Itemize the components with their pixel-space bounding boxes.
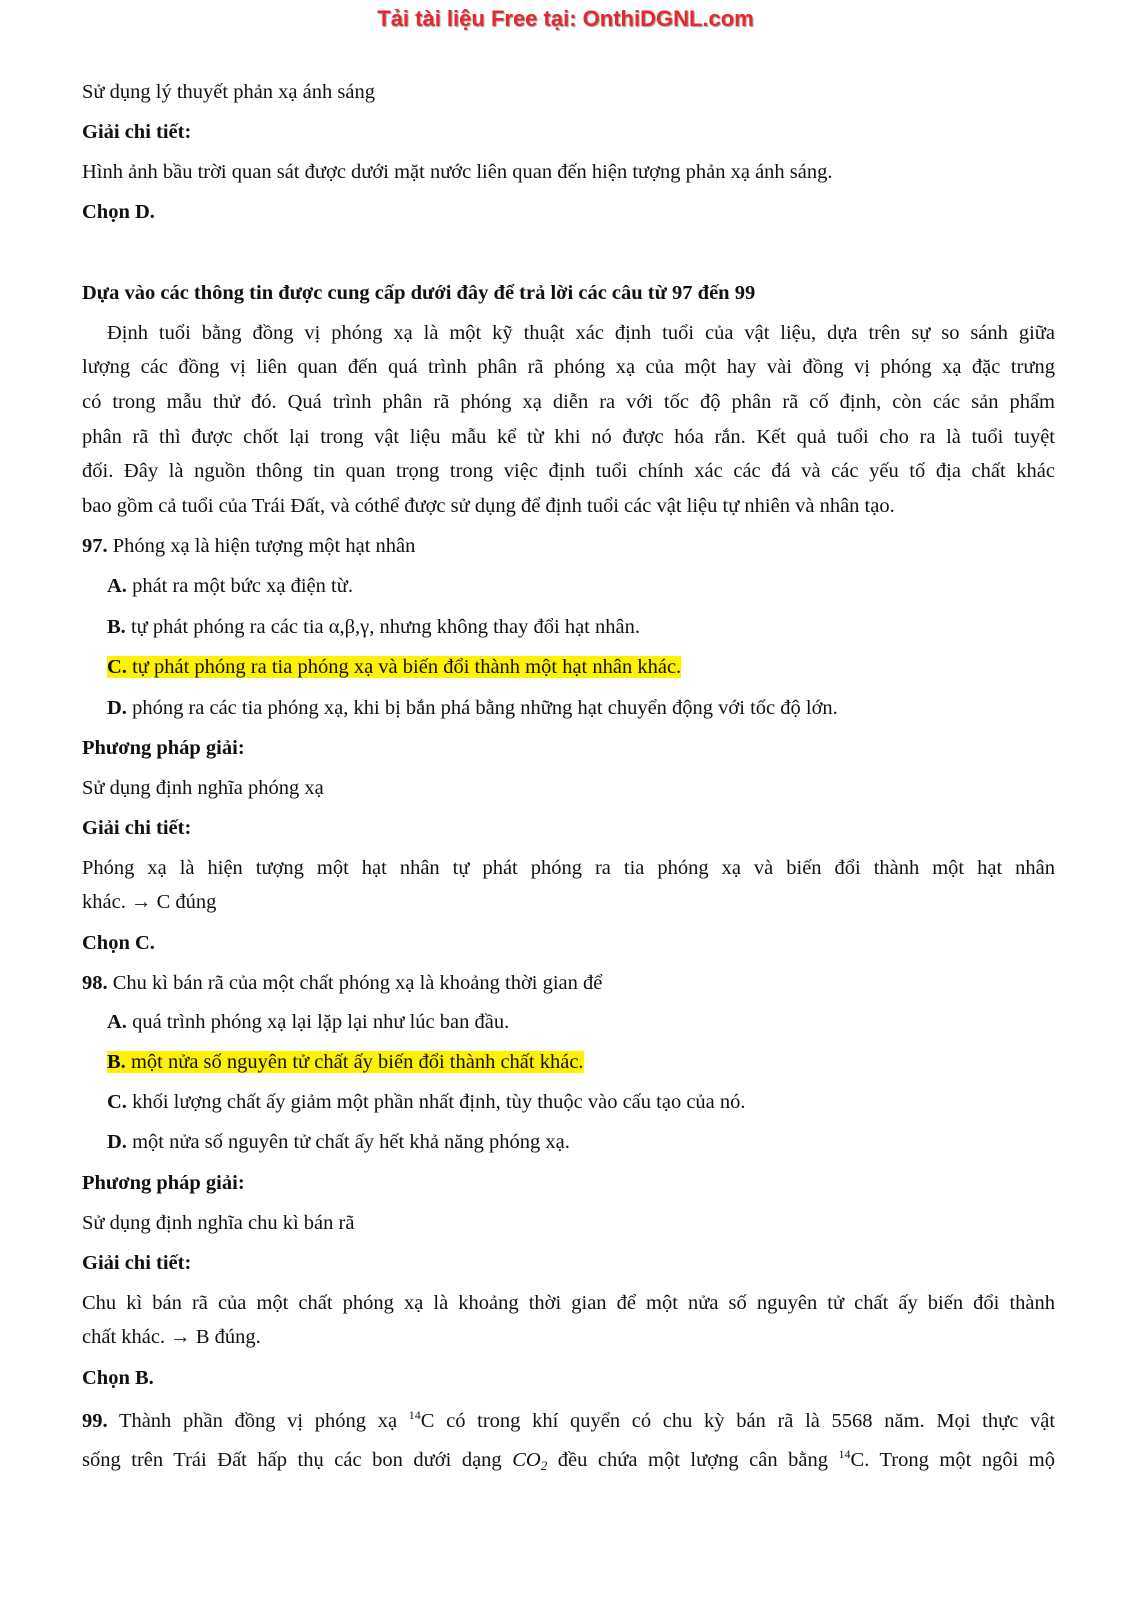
q96-detail-text: Hình ảnh bầu trời quan sát được dưới mặt nước liên quan đến hiện tượng phản xạ ánh sáng. bbox=[82, 161, 833, 183]
q97-detail-line: Phóng xạ là hiện tượng một hạt nhân tự phát phóng ra tia phóng xạ và biến đổi thành một hạt nhân bbox=[82, 857, 1055, 879]
option-letter: C. bbox=[107, 656, 127, 678]
q97-option-d bbox=[107, 695, 1080, 721]
passage-heading: Dựa vào các thông tin được cung cấp dưới đây để trả lời các câu từ 97 đến 99 bbox=[82, 282, 756, 304]
q97-choice: Chọn C. bbox=[82, 932, 155, 954]
q99-text: sống trên Trái Đất hấp thụ các bon dưới dạng bbox=[82, 1449, 502, 1471]
q99-text: đều chứa một lượng cân bằng bbox=[557, 1449, 828, 1471]
option-text: tự phát phóng ra tia phóng xạ và biến đổi thành một hạt nhân khác. bbox=[132, 656, 682, 678]
highlighted-answer bbox=[107, 656, 681, 678]
option-letter: A. bbox=[107, 1011, 127, 1033]
q99-stem-line bbox=[82, 1408, 1055, 1434]
q97-stem bbox=[82, 533, 1055, 559]
isotope-mass-number: 14 bbox=[408, 1408, 421, 1422]
option-letter: D. bbox=[107, 1131, 127, 1153]
q97-method-heading: Phương pháp giải: bbox=[82, 737, 245, 759]
option-text: tự phát phóng ra các tia α,β,γ, nhưng không thay đổi hạt nhân. bbox=[130, 616, 640, 638]
q97-method-text: Sử dụng định nghĩa phóng xạ bbox=[82, 777, 324, 799]
co2-formula bbox=[512, 1449, 547, 1471]
option-letter: C. bbox=[107, 1091, 127, 1113]
q97-option-c-correct bbox=[107, 654, 1080, 680]
q98-detail-heading: Giải chi tiết: bbox=[82, 1252, 192, 1274]
q98-stem-text: Chu kì bán rã của một chất phóng xạ là khoảng thời gian để bbox=[112, 972, 603, 994]
q97-stem-text: Phóng xạ là hiện tượng một hạt nhân bbox=[112, 535, 416, 557]
option-letter: A. bbox=[107, 575, 127, 597]
passage-line: phân rã thì được chốt lại trong vật liệu mẫu kể từ khi nó được hóa rắn. Kết quả tuổi cho ra là tuổi tuyệt bbox=[82, 426, 1055, 448]
highlighted-answer bbox=[107, 1051, 584, 1073]
passage-line: Định tuổi bằng đồng vị phóng xạ là một kỹ thuật xác định tuổi của vật liệu, dựa trên sự so sánh giữa bbox=[107, 322, 1055, 344]
q98-option-c bbox=[107, 1089, 1080, 1115]
option-text: khối lượng chất ấy giảm một phần nhất định, tùy thuộc vào cấu tạo của nó. bbox=[132, 1091, 746, 1113]
option-text: phóng ra các tia phóng xạ, khi bị bắn phá bằng những hạt chuyển động với tốc độ lớn. bbox=[132, 697, 838, 719]
isotope-mass-number: 14 bbox=[838, 1447, 851, 1461]
isotope-symbol: C bbox=[850, 1449, 865, 1471]
q99-text: Thành phần đồng vị phóng xạ bbox=[118, 1410, 398, 1432]
q99-number: 99. bbox=[82, 1410, 108, 1432]
q98-option-b-correct bbox=[107, 1049, 1080, 1075]
q98-number: 98. bbox=[82, 972, 108, 994]
q96-choice: Chọn D. bbox=[82, 201, 155, 223]
option-letter: B. bbox=[107, 1051, 126, 1073]
q98-stem bbox=[82, 970, 1055, 996]
q97-number: 97. bbox=[82, 535, 108, 557]
option-letter: B. bbox=[107, 616, 126, 638]
q99-text: . Trong một ngôi mộ bbox=[864, 1449, 1056, 1471]
passage-line: lượng các đồng vị liên quan đến quá trình phân rã phóng xạ của một hay vài đồng vị phóng xạ đặc trưng bbox=[82, 356, 1055, 378]
isotope-symbol: C bbox=[420, 1410, 435, 1432]
q98-detail-line: Chu kì bán rã của một chất phóng xạ là khoảng thời gian để một nửa số nguyên tử chất ấy biến đổi thành bbox=[82, 1292, 1055, 1314]
option-text: phát ra một bức xạ điện từ. bbox=[132, 575, 353, 597]
q96-detail-heading: Giải chi tiết: bbox=[82, 121, 192, 143]
q98-choice: Chọn B. bbox=[82, 1367, 154, 1389]
isotope-c14 bbox=[409, 1410, 435, 1432]
q97-option-a bbox=[107, 573, 1080, 599]
q98-method-heading: Phương pháp giải: bbox=[82, 1172, 245, 1194]
q96-method-text: Sử dụng lý thuyết phản xạ ánh sáng bbox=[82, 81, 375, 103]
q99-stem-line bbox=[82, 1447, 1055, 1473]
q97-option-b bbox=[107, 614, 1080, 640]
q97-detail-line: khác. → C đúng bbox=[82, 891, 217, 913]
q98-detail-line: chất khác. → B đúng. bbox=[82, 1326, 261, 1348]
q97-detail-heading: Giải chi tiết: bbox=[82, 817, 192, 839]
passage-line: đối. Đây là nguồn thông tin quan trọng trong việc định tuổi chính xác các đá và các yếu tố địa chất khác bbox=[82, 460, 1055, 482]
option-text: một nửa số nguyên tử chất ấy biến đổi thành chất khác. bbox=[130, 1051, 584, 1073]
isotope-c14 bbox=[839, 1449, 1056, 1471]
q99-text: có trong khí quyển có chu kỳ bán rã là 5568 năm. Mọi thực vật bbox=[446, 1410, 1056, 1432]
passage-line: có trong mẫu thử đó. Quá trình phân rã phóng xạ diễn ra với tốc độ phân rã cố định, còn các sản phẩm bbox=[82, 391, 1055, 413]
q98-method-text: Sử dụng định nghĩa chu kì bán rã bbox=[82, 1212, 355, 1234]
site-header-banner: Tải tài liệu Free tại: OnthiDGNL.com bbox=[377, 6, 754, 31]
option-text: quá trình phóng xạ lại lặp lại như lúc ban đầu. bbox=[132, 1011, 510, 1033]
formula-subscript: 2 bbox=[540, 1458, 548, 1473]
option-letter: D. bbox=[107, 697, 127, 719]
q98-option-d bbox=[107, 1129, 1080, 1155]
formula-symbol: CO bbox=[512, 1449, 541, 1471]
passage-line: bao gồm cả tuổi của Trái Đất, và cóthể được sử dụng để định tuổi các vật liệu tự nhiên và nhân tạo. bbox=[82, 495, 895, 517]
q98-option-a bbox=[107, 1009, 1080, 1035]
option-text: một nửa số nguyên tử chất ấy hết khả năng phóng xạ. bbox=[132, 1131, 570, 1153]
